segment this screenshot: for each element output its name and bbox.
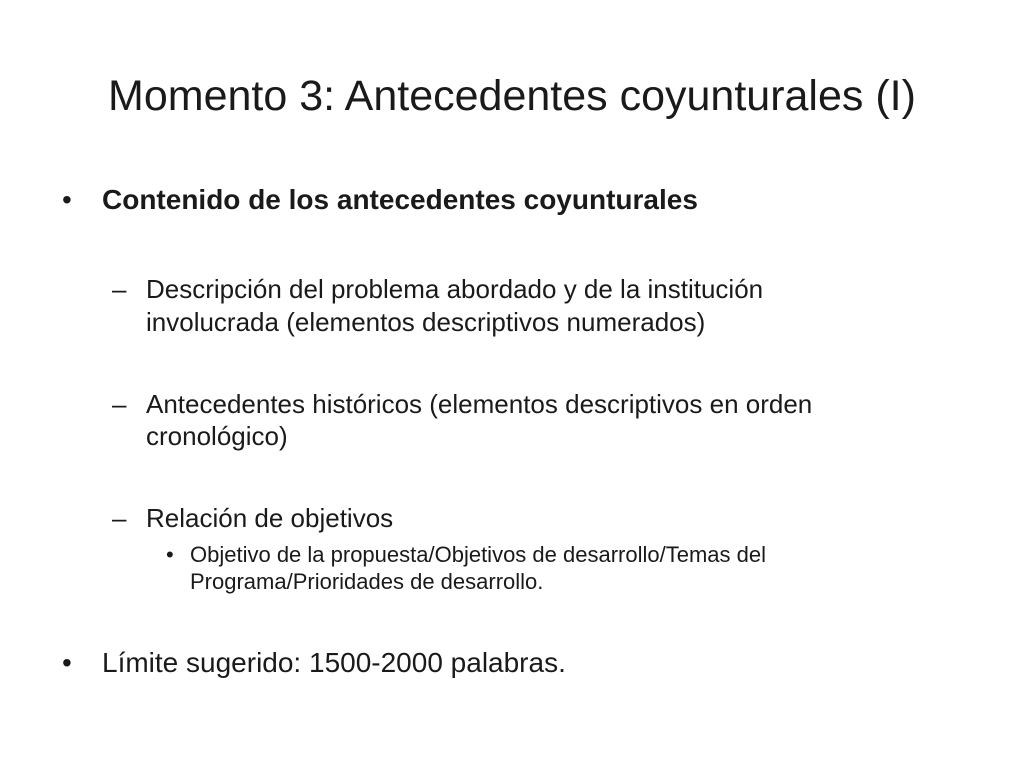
dash-icon: –	[112, 274, 127, 304]
subitem-antecedentes-line-1: Antecedentes históricos (elementos descriptivos en orden	[146, 389, 813, 419]
dash-icon: –	[112, 503, 127, 533]
subsubitem-objetivo-line-2: Programa/Prioridades de desarrollo.	[190, 569, 544, 594]
subitem-descripcion-line-2: involucrada (elementos descriptivos numerados)	[146, 307, 706, 337]
bullet-item-contenido: Contenido de los antecedentes coyunturales	[102, 184, 698, 215]
subitem-descripcion-line-1: Descripción del problema abordado y de la institución	[146, 274, 764, 304]
subsubitem-objetivo-line-1: Objetivo de la propuesta/Objetivos de desarrollo/Temas del	[190, 542, 766, 567]
bullet-icon: •	[62, 647, 72, 678]
bullet-icon: •	[62, 184, 72, 215]
subitem-antecedentes-line-2: cronológico)	[146, 421, 288, 451]
slide-title: Momento 3: Antecedentes coyunturales (I)	[108, 72, 916, 120]
subitem-relacion-objetivos: Relación de objetivos	[146, 503, 394, 533]
bullet-item-limite: Límite sugerido: 1500-2000 palabras.	[102, 647, 566, 678]
dash-icon: –	[112, 389, 127, 419]
bullet-icon: •	[166, 542, 174, 567]
